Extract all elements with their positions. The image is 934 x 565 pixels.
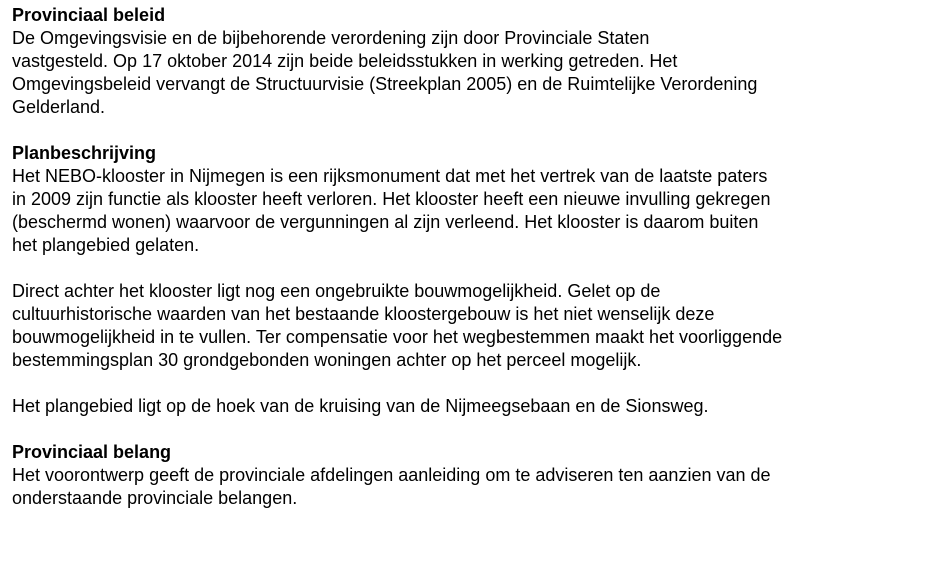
document-page [12,4,922,533]
section-provinciaal-beleid [12,4,922,119]
text-line: vastgesteld. Op 17 oktober 2014 zijn beide beleidsstukken in werking getreden. Het [12,51,678,71]
paragraph [12,464,922,510]
text-line: bouwmogelijkheid in te vullen. Ter compensatie voor het wegbestemmen maakt het voorliggende [12,327,783,347]
text-line: Omgevingsbeleid vervangt de Structuurvisie (Streekplan 2005) en de Ruimtelijke Verordening [12,74,758,94]
text-line: cultuurhistorische waarden van het bestaande kloostergebouw is het niet wenselijk deze [12,304,715,324]
text-line: Het NEBO-klooster in Nijmegen is een rijksmonument dat met het vertrek van de laatste paters [12,166,768,186]
paragraph [12,165,922,257]
section-planbeschrijving [12,142,922,418]
text-line: Het voorontwerp geeft de provinciale afdelingen aanleiding om te adviseren ten aanzien van de [12,465,771,485]
section-heading: Planbeschrijving [12,143,157,163]
text-line: Gelderland. [12,97,106,117]
section-heading: Provinciaal beleid [12,5,166,25]
section-provinciaal-belang [12,441,922,510]
text-line: in 2009 zijn functie als klooster heeft verloren. Het klooster heeft een nieuwe invulling gekregen [12,189,771,209]
text-line: bestemmingsplan 30 grondgebonden woningen achter op het perceel mogelijk. [12,350,642,370]
paragraph [12,27,922,119]
paragraph [12,395,922,418]
text-line: (beschermd wonen) waarvoor de vergunningen al zijn verleend. Het klooster is daarom buiten [12,212,759,232]
text-line: De Omgevingsvisie en de bijbehorende verordening zijn door Provinciale Staten [12,28,650,48]
text-line: Het plangebied ligt op de hoek van de kruising van de Nijmeegsebaan en de Sionsweg. [12,396,709,416]
text-line: het plangebied gelaten. [12,235,200,255]
text-line: Direct achter het klooster ligt nog een ongebruikte bouwmogelijkheid. Gelet op de [12,281,661,301]
section-heading: Provinciaal belang [12,442,172,462]
text-line: onderstaande provinciale belangen. [12,488,298,508]
paragraph [12,280,922,372]
